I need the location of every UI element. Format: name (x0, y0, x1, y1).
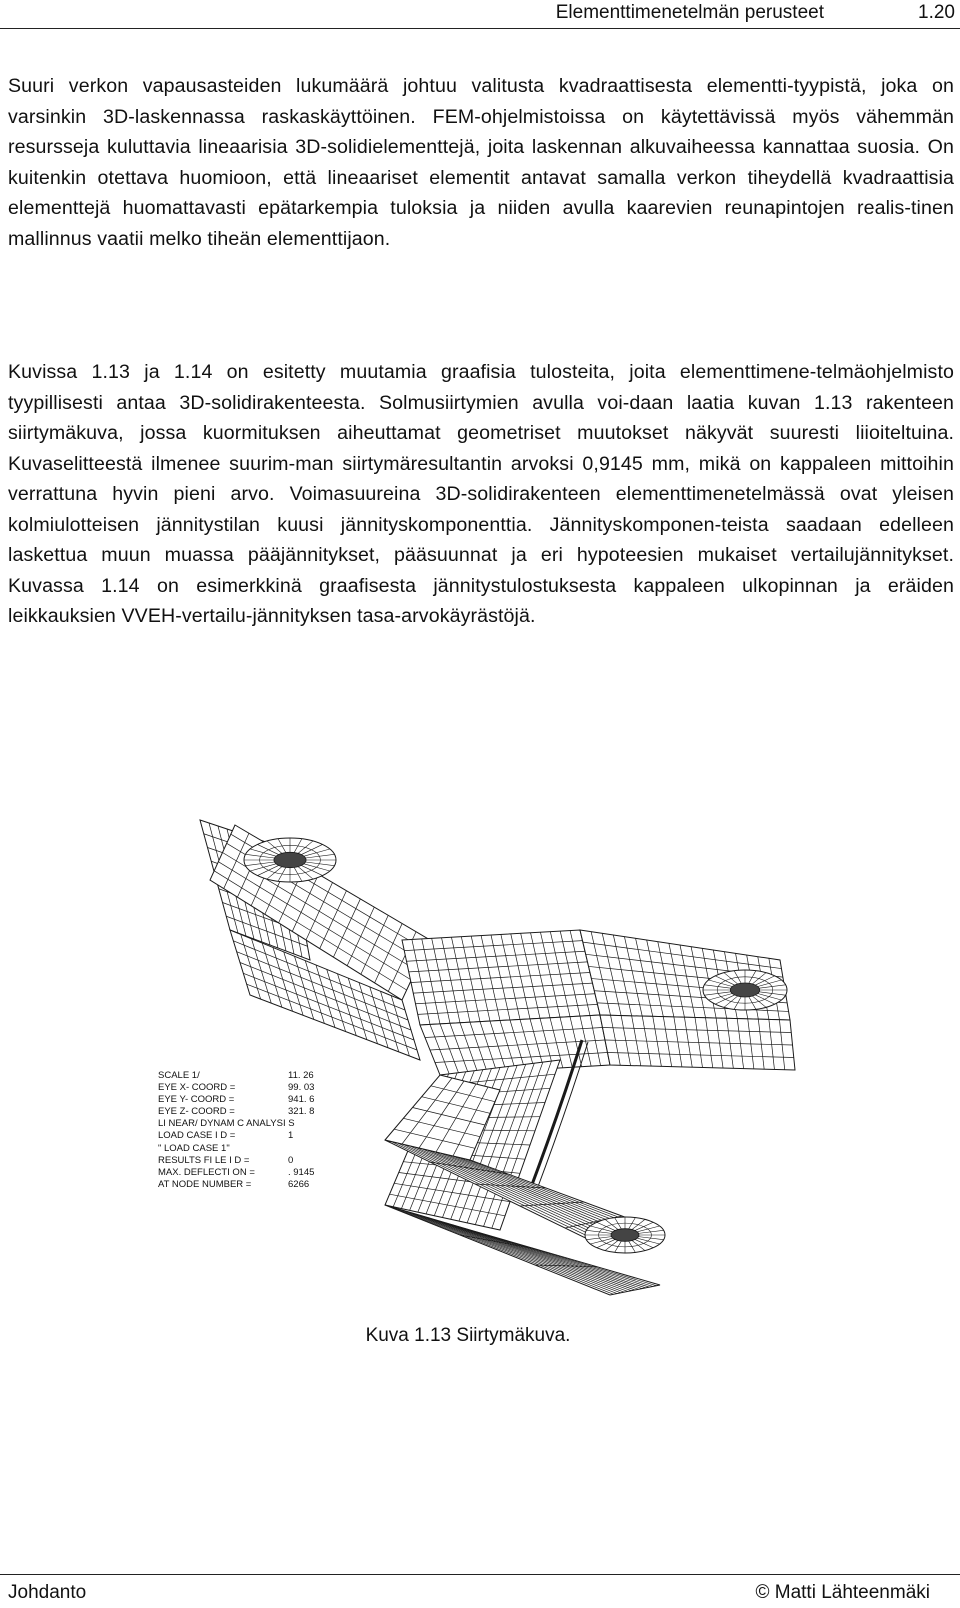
info-row: EYE Y- COORD = 941. 6 (158, 1094, 315, 1106)
footer-section: Johdanto (8, 1582, 87, 1603)
hub-top (402, 930, 600, 1025)
footer-copyright: © Matti Lähteenmäki (755, 1582, 930, 1603)
info-row: EYE Z- COORD = 321. 8 (158, 1106, 315, 1118)
info-row: EYE X- COORD = 99. 03 (158, 1082, 315, 1094)
fem-mesh-drawing (140, 810, 840, 1300)
figure-caption: Kuva 1.13 Siirtymäkuva. (365, 1325, 571, 1346)
page-header (0, 0, 960, 29)
deformation-figure (140, 810, 840, 1300)
page-number: 1.20 (918, 2, 955, 23)
lower-boss-hole (611, 1229, 639, 1242)
upper-boss-hole (274, 852, 306, 867)
figure-info-legend (158, 1070, 314, 1191)
info-row: RESULTS FI LE I D = 0 (158, 1154, 294, 1166)
info-row: LOAD CASE I D = 1 (158, 1130, 294, 1142)
info-row: AT NODE NUMBER = 6266 (158, 1178, 310, 1190)
right-boss-hole (730, 983, 759, 997)
header-title: Elementtimenetelmän perusteet (555, 2, 824, 23)
paragraph-2: Kuvissa 1.13 ja 1.14 on esitetty muutamia graafisia tulosteita, joita elementtimene-telmäohjelmisto tyypillisesti antaa 3D-solidirakenteesta. Solmusiirtymien avulla voi-daan laatia kuvan 1.13 rakenteen siirtymäkuva, jossa kuormituksen aiheuttamat geometriset muutokset näkyvät suuresti liioiteltuina. Kuvaselitteestä ilmenee suurim-man siirtymäresultantin arvoksi 0,9145 mm, mikä on kappaleen mittoihin verrattuna hyvin pieni arvo. Voimasuureina 3D-solidirakenteen elementtimenetelmässä ovat yleisen kolmiulotteisen jännitystilan kuusi jännityskomponenttia. Jännityskomponen-teista saadaan edelleen laskettua muun muassa pääjännitykset, pääsuunnat ja eri hypoteesien mukaiset vertailujännitykset. Kuvassa 1.14 on esimerkkinä graafisesta jännitystulostuksesta kappaleen ulkopinnan ja eräiden leikkauksien VVEH-vertailu-jännityksen tasa-arvokäyrästöjä. (8, 361, 954, 627)
right-arm-side (600, 1015, 795, 1070)
page-footer (0, 1574, 960, 1608)
info-row: MAX. DEFLECTI ON = . 9145 (158, 1166, 315, 1178)
info-row: LI NEAR/ DYNAM C ANALYSI S (158, 1118, 295, 1130)
info-row: SCALE 1/ 11. 26 (158, 1070, 314, 1081)
paragraph-1: Suuri verkon vapausasteiden lukumäärä johtuu valitusta kvadraattisesta elementti-tyypistä, joka on varsinkin 3D-laskennassa raskaskäyttöinen. FEM-ohjelmistoissa on käytettävissä myös vähemmän resursseja kuluttavia lineaarisia 3D-solidielementtejä, joita laskennan alkuvaiheessa kannattaa suosia. On kuitenkin otettava huomioon, että lineaariset elementit antavat samalla verkon tiheydellä kvadraattisia elementtejä huomattavasti epätarkempia tuloksia ja niiden avulla kaarevien reunapintojen realis-tinen mallinnus vaatii melko tiheän elementtijaon. (8, 75, 954, 250)
info-row: " LOAD CASE 1" (158, 1142, 230, 1154)
